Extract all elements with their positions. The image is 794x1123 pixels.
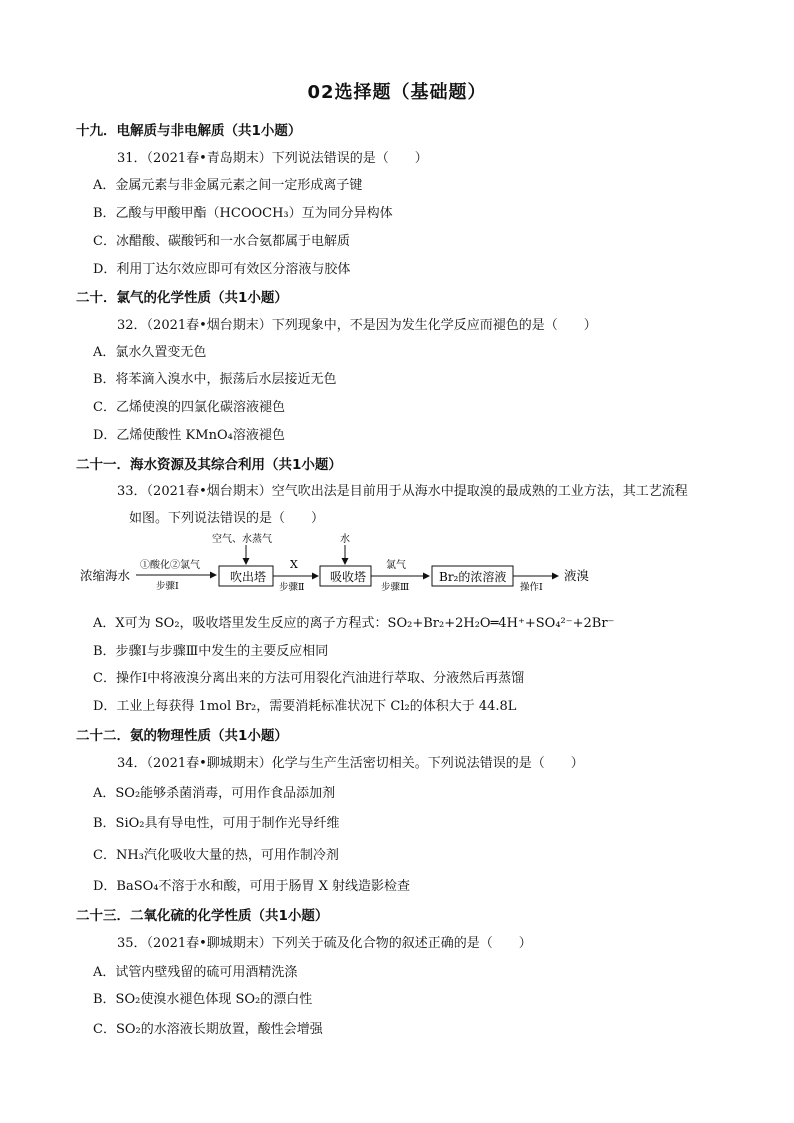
option-34-b: B．SiO₂具有导电性，可用于制作光导纤维 bbox=[93, 816, 340, 831]
page-title: 02选择题（基础题） bbox=[307, 82, 487, 103]
option-35-b: B．SO₂使溴水褪色体现 SO₂的漂白性 bbox=[93, 992, 313, 1007]
option-33-c: C．操作Ⅰ中将液溴分离出来的方法可用裂化汽油进行萃取、分液然后再蒸馏 bbox=[93, 671, 525, 686]
question-33: 33．（2021春•烟台期末）空气吹出法是目前用于从海水中提取溴的最成熟的工业方法，其工艺流程 bbox=[117, 484, 688, 499]
flow-arrow-1-bottom-label: 步骤Ⅰ bbox=[156, 581, 179, 592]
flow-end-label: 液溴 bbox=[564, 568, 590, 583]
blow-out-tower-label: 吹出塔 bbox=[230, 570, 267, 584]
flow-arrow-3-top-label: 氯气 bbox=[386, 560, 406, 571]
option-34-a: A．SO₂能够杀菌消毒，可用作食品添加剂 bbox=[93, 786, 336, 801]
absorption-tower-input-label: 水 bbox=[340, 534, 350, 545]
flow-start-label: 浓缩海水 bbox=[80, 568, 131, 583]
flow-arrow-4-bottom-label: 操作Ⅰ bbox=[520, 582, 543, 593]
section-heading-19: 十九．电解质与非电解质（共1小题） bbox=[76, 123, 302, 139]
option-31-c: C．冰醋酸、碳酸钙和一水合氨都属于电解质 bbox=[93, 234, 350, 249]
option-34-d: D．BaSO₄不溶于水和酸，可用于肠胃 X 射线造影检查 bbox=[93, 879, 411, 894]
absorption-tower-label: 吸收塔 bbox=[330, 570, 367, 584]
option-31-d: D．利用丁达尔效应即可有效区分溶液与胶体 bbox=[93, 262, 351, 277]
question-34: 34．（2021春•聊城期末）化学与生产生活密切相关。下列说法错误的是（ ） bbox=[117, 756, 584, 771]
flow-arrow-2-bottom-label: 步骤Ⅱ bbox=[279, 582, 305, 593]
option-32-c: C．乙烯使溴的四氯化碳溶液褪色 bbox=[93, 400, 285, 415]
question-32: 32．（2021春•烟台期末）下列现象中，不是因为发生化学反应而褪色的是（ ） bbox=[117, 318, 597, 333]
section-heading-20: 二十．氯气的化学性质（共1小题） bbox=[76, 290, 288, 306]
bromine-extraction-flowchart bbox=[76, 530, 716, 602]
section-heading-22: 二十二．氨的物理性质（共1小题） bbox=[76, 728, 288, 744]
option-34-c: C．NH₃汽化吸收大量的热，可用作制冷剂 bbox=[93, 848, 339, 863]
option-33-a: A．X可为 SO₂，吸收塔里发生反应的离子方程式：SO₂+Br₂+2H₂O═4H⁺+SO₄²⁻+2Br⁻ bbox=[93, 616, 615, 631]
question-33-continued: 如图。下列说法错误的是（ ） bbox=[129, 511, 325, 526]
question-35: 35．（2021春•聊城期末）下列关于硫及化合物的叙述正确的是（ ） bbox=[117, 936, 532, 951]
option-31-a: A．金属元素与非金属元素之间一定形成离子键 bbox=[93, 178, 363, 193]
option-32-d: D．乙烯使酸性 KMnO₄溶液褪色 bbox=[93, 428, 285, 443]
option-32-a: A．氯水久置变无色 bbox=[93, 345, 207, 360]
bromine-solution-label: Br₂的浓溶液 bbox=[439, 570, 507, 584]
option-33-d: D．工业上每获得 1mol Br₂，需要消耗标准状况下 Cl₂的体积大于 44.8L bbox=[93, 699, 517, 714]
flow-arrow-3-bottom-label: 步骤Ⅲ bbox=[381, 582, 410, 593]
section-heading-21: 二十一．海水资源及其综合利用（共1小题） bbox=[76, 457, 342, 473]
blow-out-tower-input-label: 空气、水蒸气 bbox=[212, 534, 272, 545]
question-31: 31．（2021春•青岛期末）下列说法错误的是（ ） bbox=[117, 151, 428, 166]
option-32-b: B．将苯滴入溴水中，振荡后水层接近无色 bbox=[93, 372, 337, 387]
section-heading-23: 二十三．二氧化硫的化学性质（共1小题） bbox=[76, 908, 329, 924]
option-33-b: B．步骤Ⅰ与步骤Ⅲ中发生的主要反应相同 bbox=[93, 644, 329, 659]
flow-arrow-2-top-label: X bbox=[290, 558, 298, 571]
option-31-b: B．乙酸与甲酸甲酯（HCOOCH₃）互为同分异构体 bbox=[93, 206, 393, 221]
option-35-a: A．试管内壁残留的硫可用酒精洗涤 bbox=[93, 965, 298, 980]
option-35-c: C．SO₂的水溶液长期放置，酸性会增强 bbox=[93, 1022, 323, 1037]
flow-arrow-1-top-label: ①酸化②氯气 bbox=[140, 560, 200, 571]
